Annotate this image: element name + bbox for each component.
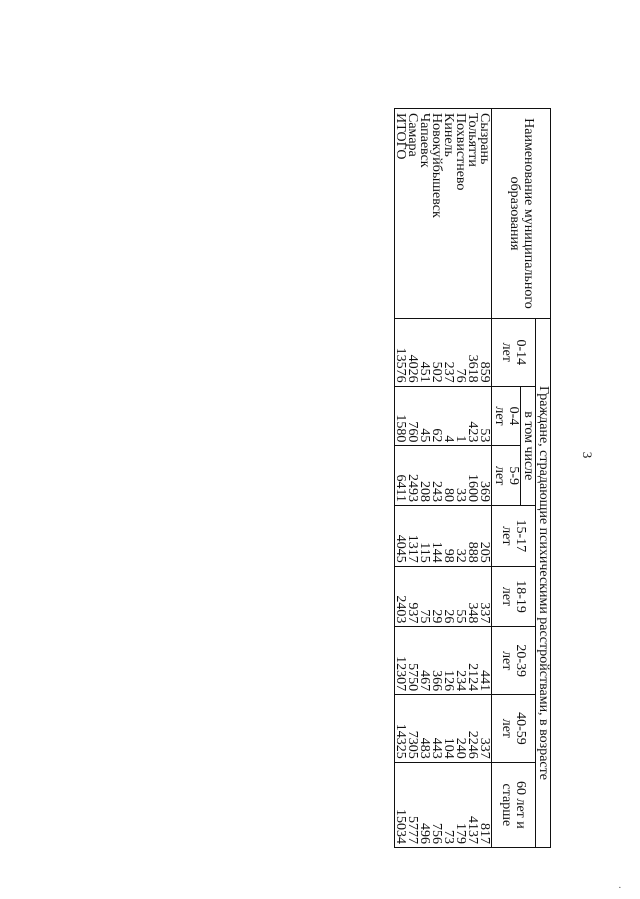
- col-0-values: [395, 319, 492, 387]
- cell: 443: [429, 737, 444, 759]
- cell: 75: [417, 609, 432, 624]
- cell: 1: [453, 435, 468, 443]
- cell: 45: [417, 428, 432, 443]
- cell: 205: [477, 541, 492, 563]
- col-6-values: [395, 695, 492, 763]
- cell: 208: [417, 481, 432, 503]
- cell: 115: [417, 542, 432, 563]
- cell: 55: [453, 609, 468, 624]
- cell: 366: [429, 670, 444, 692]
- col-header-3: [492, 506, 536, 567]
- cell: 80: [441, 488, 456, 503]
- cell: 26: [441, 609, 456, 624]
- rotated-table-area: [393, 108, 640, 844]
- municipality-name: Сызрань: [477, 113, 492, 165]
- name-header-line2: образования: [507, 176, 522, 251]
- col-header-3-l2: лет: [499, 526, 515, 546]
- statistics-table: [394, 108, 551, 848]
- col-header-1-l2: лет: [492, 406, 507, 426]
- cell: 348: [465, 602, 480, 624]
- col-header-0-l2: лет: [499, 342, 515, 362]
- cell: 937: [405, 602, 420, 624]
- cell: 817: [477, 823, 492, 844]
- cell: 29: [429, 609, 444, 624]
- table-wrapper: [393, 108, 551, 848]
- cell: 859: [477, 361, 492, 383]
- cell: 14325: [393, 723, 408, 759]
- col-2-values: [395, 446, 492, 506]
- cell: 234: [453, 670, 468, 692]
- cell: 12307: [393, 656, 408, 692]
- cell: 6411: [393, 474, 408, 503]
- col-3-values: [395, 506, 492, 567]
- cell: 760: [405, 421, 420, 443]
- cell: 4026: [405, 354, 420, 383]
- cell: 2403: [393, 595, 408, 624]
- cell: 888: [465, 541, 480, 563]
- cell: 496: [417, 823, 432, 844]
- cell: 126: [441, 670, 456, 692]
- col-header-1-l1: 0-4: [506, 406, 521, 426]
- name-header-line1: Наименование муниципального: [521, 118, 536, 309]
- cell: 53: [477, 428, 492, 443]
- col-7-values: [395, 762, 492, 847]
- cell: 7305: [405, 730, 420, 759]
- col-header-4-l2: лет: [499, 586, 515, 607]
- municipality-name-header: [492, 109, 551, 319]
- cell: 240: [453, 737, 468, 759]
- cell: 76: [453, 368, 468, 383]
- municipality-name: Тольятти: [465, 113, 480, 167]
- cell: 337: [477, 602, 492, 624]
- municipality-name: Новокуйбышевск: [429, 113, 444, 218]
- municipality-name: Самара: [405, 113, 420, 157]
- cell: 4: [441, 435, 456, 443]
- cell: 1580: [393, 414, 408, 443]
- cell: 4045: [393, 534, 408, 563]
- cell: 337: [477, 737, 492, 759]
- col-5-values: [395, 627, 492, 695]
- cell: 3618: [465, 354, 480, 383]
- col-header-5-l2: лет: [499, 651, 515, 671]
- cell: 502: [429, 361, 444, 383]
- cell: 756: [429, 823, 444, 844]
- age-group-header: Граждане, страдающие психическими расстройствами, в возрасте: [536, 319, 551, 848]
- cell: 2124: [465, 663, 480, 692]
- data-row: [395, 109, 492, 848]
- cell: 1600: [465, 474, 480, 503]
- cell: 144: [429, 541, 444, 563]
- cell: 237: [441, 361, 456, 383]
- municipality-name: ИТОГО: [393, 113, 408, 160]
- cell: 104: [441, 737, 456, 759]
- col-1-values: [395, 386, 492, 446]
- cell: 73: [441, 830, 456, 844]
- col-header-7-l1: 60 лет и: [513, 780, 529, 829]
- cell: 2246: [465, 730, 480, 759]
- cell: 4137: [465, 816, 480, 844]
- municipality-name: Чапаевск: [417, 113, 432, 168]
- cell: 441: [477, 670, 492, 692]
- col-4-values: [395, 566, 492, 627]
- page-number: 3: [580, 451, 595, 459]
- cell: 32: [453, 548, 468, 563]
- cell: 2493: [405, 474, 420, 503]
- col-header-2: [492, 446, 521, 506]
- cell: 98: [441, 548, 456, 563]
- col-header-5: [492, 627, 536, 695]
- col-header-3-l1: 15-17: [513, 519, 529, 553]
- municipality-name: Кинель: [441, 113, 456, 157]
- col-header-5-l1: 20-39: [513, 644, 529, 678]
- cell: 1317: [405, 534, 420, 563]
- cell: 5750: [405, 663, 420, 692]
- col-header-6-l2: лет: [499, 718, 515, 739]
- col-header-1: [492, 386, 521, 446]
- col-header-4-l1: 18-19: [513, 580, 529, 613]
- cell: 467: [417, 670, 432, 692]
- cell: 13576: [393, 347, 408, 383]
- scan-mark: ·: [618, 882, 622, 894]
- cell: 33: [453, 488, 468, 503]
- col-header-7-l2: старше: [499, 783, 515, 827]
- cell: 5777: [405, 816, 420, 844]
- col-header-6: [492, 695, 536, 763]
- col-header-0: [492, 319, 536, 387]
- cell: 179: [453, 823, 468, 844]
- col-header-2-l2: лет: [492, 466, 507, 486]
- col-header-4: [492, 566, 536, 627]
- municipality-names-cell: [395, 109, 492, 319]
- cell: 243: [429, 481, 444, 503]
- col-header-6-l1: 40-59: [513, 712, 529, 745]
- sub-group-header: в том числе: [521, 386, 536, 505]
- cell: 369: [477, 481, 492, 503]
- cell: 451: [417, 361, 432, 383]
- col-header-2-l1: 5-9: [506, 466, 521, 486]
- header-row-1: [536, 109, 551, 848]
- col-header-0-l1: 0-14: [513, 339, 529, 366]
- col-header-7: [492, 762, 536, 847]
- cell: 483: [417, 737, 432, 759]
- cell: 15034: [393, 809, 408, 844]
- municipality-name: Похвистнево: [453, 113, 468, 191]
- cell: 62: [429, 428, 444, 443]
- cell: 423: [465, 421, 480, 443]
